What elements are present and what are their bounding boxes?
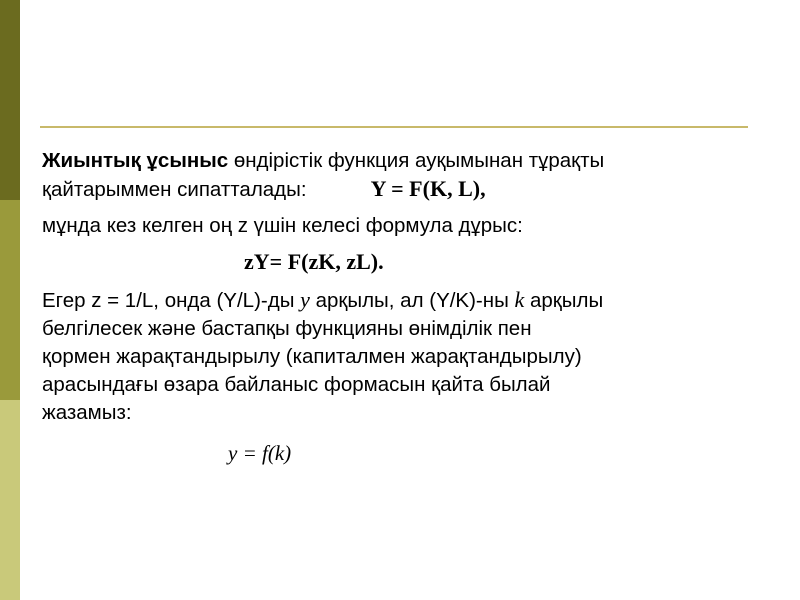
title-divider: [40, 126, 748, 128]
paragraph3-line3: қормен жарақтандырылу (капиталмен жарақтандырылу): [42, 345, 582, 368]
paragraph3-line1: [42, 286, 762, 315]
paragraph3-seg1: Егер z = 1/L, онда (Y/L)-ды: [42, 289, 301, 312]
paragraph-condition: [42, 212, 762, 240]
production-function-formula: Y = F(K, L),: [370, 176, 486, 201]
paragraph3-seg2: арқылы, ал (Y/K)-ны: [309, 289, 515, 312]
paragraph3-line5: жазамыз:: [42, 401, 132, 424]
sidebar-stripe: [0, 0, 20, 600]
sidebar-block-dark: [0, 0, 20, 200]
k-variable: k: [514, 287, 525, 312]
y-variable: y: [300, 287, 310, 312]
paragraph3-line4: арасындағы өзара байланыс формасын қайта былай: [42, 373, 551, 396]
paragraph1-line1: [42, 147, 762, 175]
paragraph2-text: мұнда кез келген оң z үшін келесі формула дұрыс:: [42, 214, 523, 237]
paragraph1-line2-text: қайтарыммен сипатталады:: [42, 178, 307, 201]
sidebar-block-light: [0, 400, 20, 600]
paragraph3-seg3: арқылы: [524, 289, 604, 312]
paragraph-substitution: [42, 286, 762, 427]
paragraph1-line1-text: өндірістік функция ауқымынан тұрақты: [228, 149, 605, 172]
paragraph3-line2: белгілесек және бастапқы функцияны өнімділік пен: [42, 317, 532, 340]
sidebar-block-mid: [0, 200, 20, 400]
bold-term: Жиынтық ұсыныс: [42, 149, 229, 172]
slide-body: [42, 147, 762, 467]
homogeneity-formula: zY= F(zK, zL).: [244, 249, 384, 274]
paragraph-aggregate-supply: [42, 147, 762, 204]
intensive-form-formula: y = f(k): [228, 441, 292, 465]
paragraph1-line2: [42, 175, 762, 204]
